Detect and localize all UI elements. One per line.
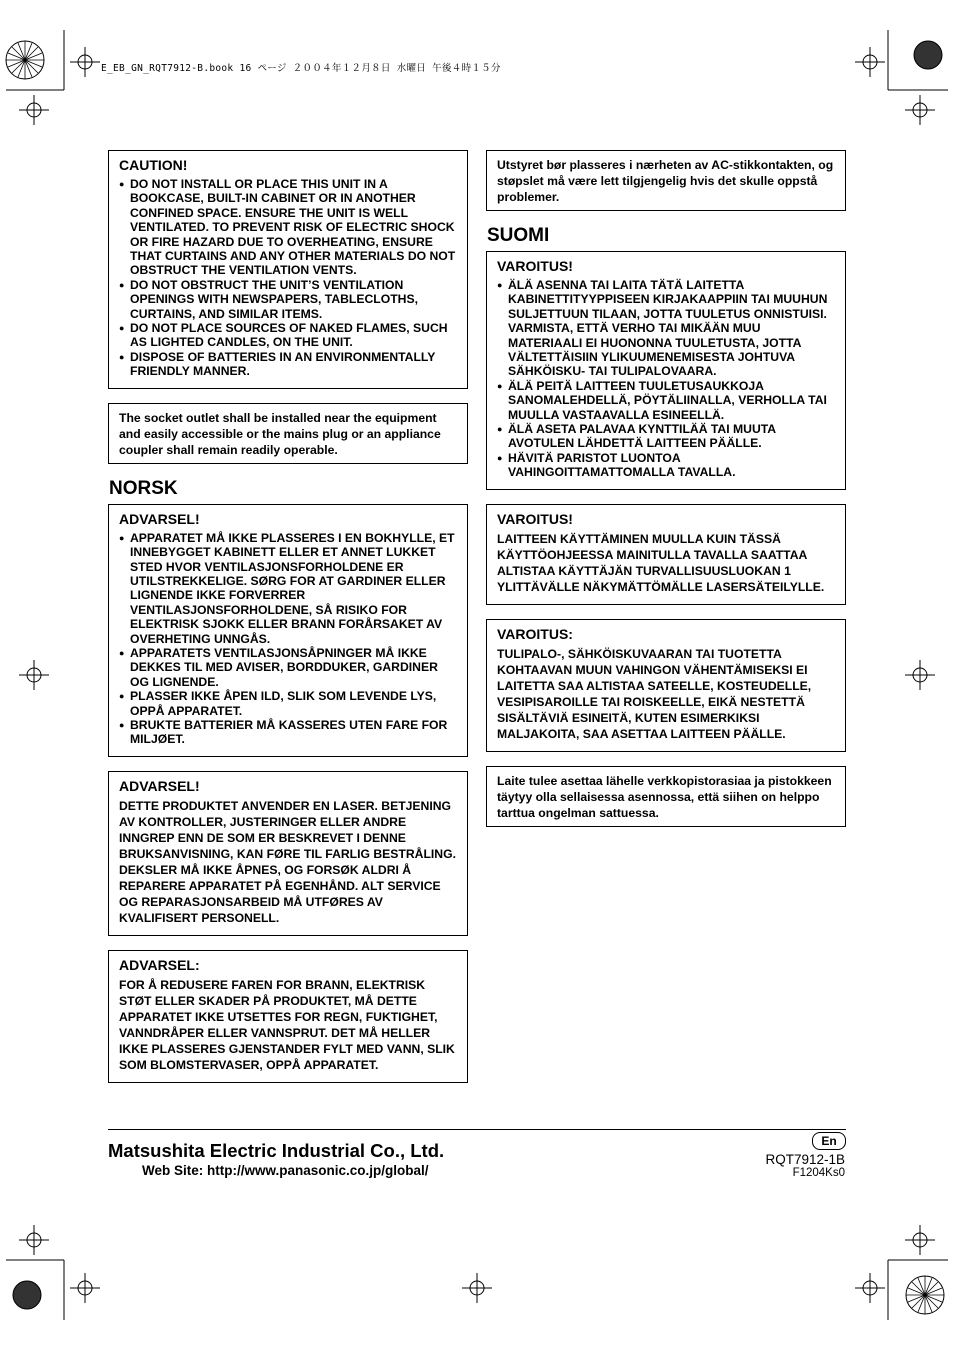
warning-list: [497, 278, 835, 480]
left-column: [108, 150, 468, 1097]
caution-list: [119, 177, 457, 379]
caution-box-en: [108, 150, 468, 389]
warning-title: ADVARSEL!: [119, 777, 200, 794]
norsk-warning-1: [108, 504, 468, 757]
warning-title: VAROITUS!: [497, 510, 573, 527]
caution-item: ● DO NOT OBSTRUCT THE UNIT’S VENTILATION OPENINGS WITH NEWSPAPERS, TABLECLOTHS, CURTAINS, AND SIMILAR ITEMS.: [119, 278, 457, 321]
warning-text: FOR Å REDUSERE FAREN FOR BRANN, ELEKTRISK STØT ELLER SKADER PÅ PRODUKTET, MÅ DETTE APPARATET IKKE UTSETTES FOR REGN, FUKTIGHET, VANNDRÅPER ELLER VANNSPRUT. DET MÅ HELLER IKKE PLASSERES GJENSTANDER FYLT MED VANN, SLIK SOM BLOMSTERVASER, OPPÅ APPARATET.: [119, 977, 455, 1072]
socket-note-norsk: [486, 150, 846, 211]
print-code: F1204Ks0: [792, 1167, 845, 1179]
socket-note-text: Utstyret bør plasseres i nærheten av AC-stikkontakten, og støpslet må være lett tilgjengelig hvis det skulle oppstå problemer.: [497, 158, 834, 204]
caution-item: ● DISPOSE OF BATTERIES IN AN ENVIRONMENTALLY FRIENDLY MANNER.: [119, 350, 457, 379]
footer-divider: [108, 1129, 846, 1130]
suomi-warning-2: [486, 504, 846, 605]
norsk-warning-3: [108, 950, 468, 1083]
warning-item: ● APPARATETS VENTILASJONSÅPNINGER MÅ IKKE DEKKES TIL MED AVISER, BORDDUKER, GARDINER OG LIGNENDE.: [119, 646, 457, 689]
print-header-line: E_EB_GN_RQT7912-B.book 16 ページ ２００４年１２月８日 水曜日 午後４時１５分: [101, 63, 501, 74]
warning-title: ADVARSEL!: [119, 510, 200, 527]
language-badge: En: [812, 1132, 846, 1150]
norsk-warning-2: [108, 771, 468, 936]
suomi-warning-3: [486, 619, 846, 752]
warning-item: ● APPARATET MÅ IKKE PLASSERES I EN BOKHYLLE, ET INNEBYGGET KABINETT ELLER ET ANNET LUKKET STED HVOR VENTILASJONSFORHOLDENE ER UTILSTREKKELIGE. SØRG FOR AT GARDINER ELLER LIGNENDE IKKE FORVERRER VENTILASJONSFORHOLDENE, SÅ RISIKO FOR ELEKTRISK SJOKK ELLER BRANN FORÅRSAKET AV OVERHETING UNNGÅS.: [119, 531, 457, 646]
warning-text: DETTE PRODUKTET ANVENDER EN LASER. BETJENING AV KONTROLLER, JUSTERINGER ELLER ANDRE INNGREP ENN DE SOM ER BESKREVET I DENNE BRUKSANVISNING, KAN FØRE TIL FARLIG BESTRÅLING. DEKSLER MÅ IKKE ÅPNES, OG FORSØK ALDRI Å REPARERE APPARATET PÅ EGENHÅND. ALT SERVICE OG REPARASJONSARBEID MÅ UTFØRES AV KVALIFISERT PERSONELL.: [119, 798, 456, 925]
warning-title: ADVARSEL:: [119, 956, 200, 973]
warning-item: ● ÄLÄ PEITÄ LAITTEEN TUULETUSAUKKOJA SANOMALEHDELLÄ, PÖYTÄLIINALLA, VERHOLLA TAI MUULLA VASTAAVALLA ESINEELLÄ.: [497, 379, 835, 422]
socket-note-text: Laite tulee asettaa lähelle verkkopistorasiaa ja pistokkeen täytyy olla sellaisessa asennossa, että siihen on helppo tarttua ongelman sattuessa.: [497, 773, 832, 820]
socket-note-suomi: [486, 766, 846, 827]
section-heading-norsk: NORSK: [109, 477, 178, 499]
company-name: Matsushita Electric Industrial Co., Ltd.: [108, 1140, 445, 1161]
warning-list: [119, 531, 457, 747]
warning-item: ● ÄLÄ ASETA PALAVAA KYNTTILÄÄ TAI MUUTA AVOTULEN LÄHDETTÄ LAITTEEN PÄÄLLE.: [497, 422, 835, 451]
warning-item: ● PLASSER IKKE ÅPEN ILD, SLIK SOM LEVENDE LYS, OPPÅ APPARATET.: [119, 689, 457, 718]
warning-item: ● BRUKTE BATTERIER MÅ KASSERES UTEN FARE FOR MILJØET.: [119, 718, 457, 747]
caution-item: ● DO NOT PLACE SOURCES OF NAKED FLAMES, SUCH AS LIGHTED CANDLES, ON THE UNIT.: [119, 321, 457, 350]
section-heading-suomi: SUOMI: [487, 225, 550, 246]
warning-text: LAITTEEN KÄYTTÄMINEN MUULLA KUIN TÄSSÄ KÄYTTÖOHJEESSA MAINITULLA TAVALLA SAATTAA ALTISTAA KÄYTTÄJÄN TURVALLISUUSLUOKAN 1 YLITTÄVÄLLE NÄKYMÄTTÖMÄLLE LASERSÄTEILYLLE.: [497, 531, 825, 594]
warning-title: VAROITUS:: [497, 625, 573, 642]
warning-item: ● ÄLÄ ASENNA TAI LAITA TÄTÄ LAITETTA KABINETTITYYPPISEEN KIRJAKAAPPIIN TAI MUUHUN SULJETTUUN TILAAN, JOTTA TUULETUS ONNISTUISI. VARMISTA, ETTÄ VERHO TAI MIKÄÄN MUU MATERIAALI EI HUONONNA TUULETUSTA, JOTTA VÄLTETTÄISIIN YLIKUUMENEMISESTA JOHTUVA SÄHKÖISKU- TAI TULIPALOVAARA.: [497, 278, 835, 379]
warning-text: TULIPALO-, SÄHKÖISKUVAARAN TAI TUOTETTA KOHTAAVAN MUUN VAHINGON VÄHENTÄMISEKSI EI LAITETTA SAA ALTISTAA SATEELLE, KOSTEUDELLE, VESIPISAROILLE TAI ROISKEELLE, EIKÄ NESTETTÄ SISÄLTÄVIÄ ESINEITÄ, KUTEN ESIMERKIKSI MALJAKOITA, SAA ASETTAA LAITTEEN PÄÄLLE.: [497, 646, 812, 741]
caution-title: CAUTION!: [119, 157, 188, 173]
website-url: Web Site: http://www.panasonic.co.jp/global/: [142, 1163, 429, 1178]
document-code: RQT7912-1B: [765, 1152, 845, 1167]
suomi-warning-1: [486, 251, 846, 490]
socket-note-en: [108, 403, 468, 464]
warning-item: ● HÄVITÄ PARISTOT LUONTOA VAHINGOITTAMATTOMALLA TAVALLA.: [497, 451, 835, 480]
socket-note-text: The socket outlet shall be installed near the equipment and easily accessible or the mains plug or an appliance coupler shall remain readily operable.: [119, 410, 441, 457]
warning-title: VAROITUS!: [497, 258, 573, 274]
caution-item: ● DO NOT INSTALL OR PLACE THIS UNIT IN A BOOKCASE, BUILT-IN CABINET OR IN ANOTHER CONFINED SPACE. ENSURE THE UNIT IS WELL VENTILATED. TO PREVENT RISK OF ELECTRIC SHOCK OR FIRE HAZARD DUE TO OVERHEATING, ENSURE THAT CURTAINS AND ANY OTHER MATERIALS DO NOT OBSTRUCT THE VENTILATION VENTS.: [119, 177, 457, 278]
right-column: [486, 150, 846, 841]
